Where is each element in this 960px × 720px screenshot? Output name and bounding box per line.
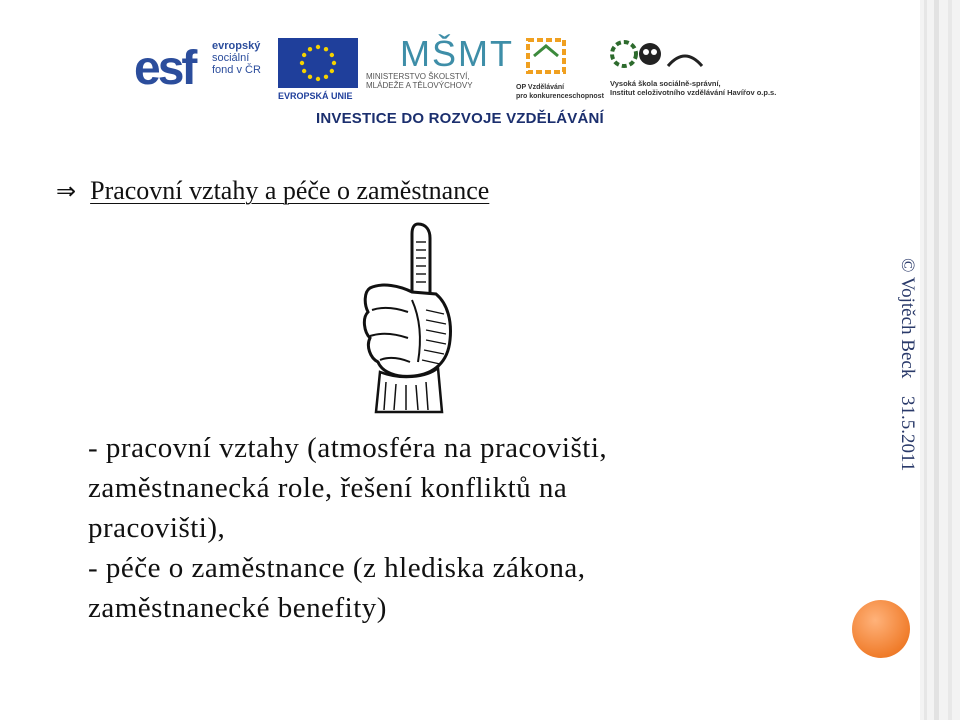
eu-caption: EVROPSKÁ UNIE [278,91,353,101]
strip-line [924,0,927,720]
msmt-caption-line: MLÁDEŽE A TĚLOVÝCHOVY [366,81,473,90]
logo-bar [130,30,790,130]
eu-star-icon [302,53,306,57]
op-mark-icon [516,36,574,78]
eu-star-icon [324,47,328,51]
slide-body [88,428,828,628]
orange-dot-decoration [852,600,910,658]
school-caption-line: Institut celoživotního vzdělávání Havířov o.p.s. [610,88,777,97]
msmt-logo [366,33,516,102]
eu-star-icon [330,69,334,73]
body-line: - pracovní vztahy (atmosféra na pracovišti, [88,432,608,464]
body-line: - péče o zaměstnance (z hlediska zákona, [88,552,586,584]
eu-flag-icon [278,38,358,88]
implies-arrow-icon: ⇒ [56,177,77,205]
eu-logo [278,38,360,102]
side-footer [892,258,922,478]
op-caption-line: OP Vzdělávání [516,84,565,91]
esf-caption-line: fond v ČR [212,64,261,76]
strip-line [934,0,939,720]
body-line: zaměstnanecké benefity) [88,592,387,624]
eu-star-icon [300,61,304,65]
school-mark-icon [610,36,706,74]
eu-star-icon [302,69,306,73]
esf-mark: esf [134,42,195,95]
investice-tagline: INVESTICE DO ROZVOJE VZDĚLÁVÁNÍ [316,110,604,127]
body-line: zaměstnanecká role, řešení konfliktů na [88,472,568,504]
school-caption-line: Vysoká škola sociálně-správní, [610,79,721,88]
school-logo [610,36,790,106]
esf-caption-line: sociální [212,52,250,64]
side-decoration-strip [920,0,960,720]
esf-caption [212,40,261,76]
op-logo [516,36,604,106]
author-credit: © Vojtěch Beck [897,258,918,379]
msmt-mark: MŠMT [400,33,514,74]
esf-logo [134,38,274,100]
eu-star-icon [316,45,320,49]
body-line: pracovišti), [88,512,226,544]
strip-line [948,0,952,720]
slide-heading [56,176,489,206]
eu-star-icon [324,75,328,79]
esf-caption-line: evropský [212,40,261,52]
msmt-caption-line: MINISTERSTVO ŠKOLSTVÍ, [366,72,470,81]
eu-star-icon [308,47,312,51]
eu-star-icon [308,75,312,79]
eu-star-icon [316,77,320,81]
slide-title: Pracovní vztahy a péče o zaměstnance [90,176,490,205]
op-caption-line: pro konkurenceschopnost [516,93,604,100]
slide-date: 31.5.2011 [897,396,918,472]
eu-star-icon [332,61,336,65]
pointing-hand-icon [356,222,456,414]
eu-star-icon [330,53,334,57]
